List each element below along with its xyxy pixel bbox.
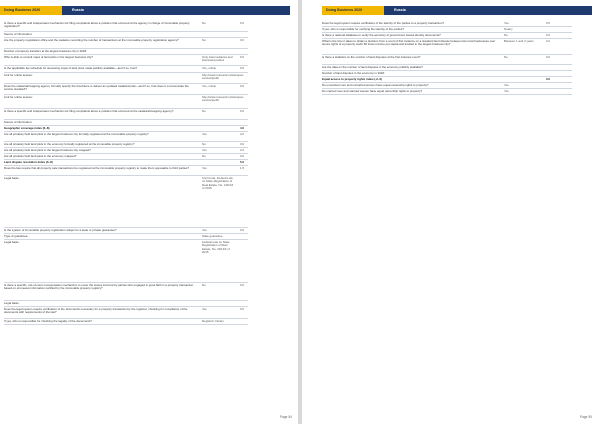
answer-cell: Federal Law on State Registration of Real Estate, No. 218-FZ of 2015 [202,239,230,255]
score-cell: 0.0 [240,37,245,42]
answer-cell: Yes [504,88,509,93]
score-cell: 0.0 [240,54,245,59]
answer-cell: Yes, online [202,83,217,88]
question-cell: Source of information: [4,119,33,124]
question-cell: Are all privately held land plots in the largest business city formally registered at the immovable property registry? [4,131,149,136]
question-cell: Is there a specific, out-of-court compensation mechanism to cover the losses incurred by parties who engaged in good faith in a property transaction based on erroneous information certified by the immovable property registry? [4,282,194,291]
answer-cell: Notary [504,26,513,31]
question-cell: Does the cadastral/mapping agency formally specify the timeframe to deliver an updated cadastral plan—and if so, how does it communicate the service standard? [4,83,189,92]
score-cell: 0.0 [546,32,551,37]
answer-cell: No [202,282,206,287]
question-cell: Are all privately held land plots in the largest business city mapped? [4,147,91,152]
answer-cell: Yes, online [202,65,217,70]
question-cell: Source of information: [4,31,33,36]
question-cell: Does the legal system require verification of the identity of the parties to a property transaction? [322,20,444,25]
question-cell: Does the law require that all property sale transactions be registered at the immovable property registry to make them opposable to third parties? [4,165,190,170]
table-row [322,38,572,55]
answer-cell: Civil Code, Federal Law on State Registration of Real Estate, No. 218-FZ of 2015 [202,175,234,191]
question-cell: Is the applicable fee schedule for accessing maps of land plots made publicly available—and if so, how? [4,65,138,70]
question-cell: Link for online access: [4,72,33,77]
score-cell: 0.0 [240,141,245,146]
question-cell: Do married men and married women have equal ownership rights to property? [322,88,423,93]
question-cell: Is there a specific and independent mechanism for filing complaints about a problem that occurred at the cadastral/mapping agency? [4,108,174,113]
question-cell: Are all privately held land plots in the economy mapped? [4,153,77,158]
question-cell: Do unmarried men and unmarried women have equal ownership rights to property? [322,82,429,87]
question-cell: Number of land disputes in the economy in 2018: [322,70,385,75]
question-cell: Legal basis: [4,175,20,180]
question-cell: Number of property transfers at the largest business city in 2018: [4,48,87,53]
score-cell: 0.5 [240,65,245,70]
table-row [322,88,572,95]
question-cell: Does the legal system require verification of the documents necessary for a property transaction by the registrar, checking for compliance of the documents with requirements of the law? [4,306,188,315]
page-number: Page 55 [580,415,592,419]
question-cell: Are the data on the number of land disputes in the economy publicly available? [322,64,423,69]
answer-cell: Yes [504,20,509,25]
report-title: Doing Business 2020 [0,6,62,15]
score-cell: 0.0 [240,108,245,113]
table-row [4,94,248,109]
answer-cell: http://www.rosreestr.ru/site/open-service/ipubl/ [202,72,245,81]
answer-cell: http://www.rosreestr.ru/site/open-service/ipubl/ [202,94,245,103]
question-cell: Equal access to property rights index (-2–0) [322,76,383,81]
score-cell: 2.0 [240,131,245,136]
question-cell: Legal basis: [4,300,20,305]
score-cell: 5.0 [240,159,245,164]
score-cell: 0.0 [546,76,551,81]
question-cell: Type of guarantee: [4,233,29,238]
question-cell: Is there a national database to verify the accuracy of government issued identity documents? [322,32,441,37]
question-cell: Is there a statistics on the number of land disputes at the first instance court? [322,54,421,59]
answer-cell: No [202,141,206,146]
answer-cell: Between 1 and 2 years [504,38,534,43]
score-cell: 0.0 [240,282,245,287]
page-header [0,6,290,15]
question-cell: Legal basis: [4,239,20,244]
score-cell: 0.5 [240,227,245,232]
answer-cell: No [202,20,206,25]
score-cell: 0.0 [240,20,245,25]
answer-cell: No [504,54,508,59]
question-cell: Are all privately held land plots in the economy formally registered at the immovable property registry? [4,141,135,146]
answer-cell: No [202,153,206,158]
report-title: Doing Business 2020 [322,6,384,15]
question-cell: Is the system of immovable property registration subject to a state or private guarantee? [4,227,117,232]
table-row [4,318,248,325]
question-cell: Land dispute resolution index (0–8) [4,159,53,164]
country-name: Russia [62,6,290,15]
question-cell: Geographic coverage index (0–8) [4,125,50,130]
score-cell: 1.5 [240,165,245,170]
answer-cell: State guarantee [202,233,223,238]
score-cell: 4.0 [240,125,245,130]
score-cell: 0.5 [240,306,245,311]
question-cell: Who is able to consult maps of land plots in the largest business city? [4,54,93,59]
score-cell: 0.0 [546,54,551,59]
answer-cell: Yes [504,82,509,87]
answer-cell: Yes [202,306,207,311]
answer-cell: No [504,32,508,37]
answer-cell: Yes [202,131,207,136]
question-cell: Are the property registration office and the cadastre recording the number of transactions at the immovable property registration agency? [4,37,179,42]
country-name: Russia [384,6,592,15]
question-cell: Is there a specific and independent mechanism for filing complaints about a problem that occurred at the agency in charge of immovable property registration? [4,20,190,29]
answer-cell: Yes [202,165,207,170]
answer-cell: Only intermediaries and interested parties [202,54,233,63]
answer-cell: Yes [202,227,207,232]
table-row [4,239,248,283]
answer-cell: Registrar; Notary [202,318,224,323]
score-cell: 2.0 [546,38,551,43]
question-cell: If yes, who is responsible for checking the legality of the documents? [4,318,92,323]
answer-cell: Yes [202,147,207,152]
page-header [322,6,592,15]
answer-cell: No [202,37,206,42]
question-cell: If yes, who is responsible for verifying the identity of the parties? [322,26,404,31]
question-cell: What is the time it takes to obtain a decision from a court of first instance on a standard land dispute between two local businesses over tenure rights of a property worth 50 times income per capita and located in the largest business city? [322,38,496,47]
left-page [0,0,298,424]
table-row [4,175,248,228]
table-row [4,282,248,301]
right-page [302,0,600,424]
score-cell: 0.0 [240,153,245,158]
page-number: Page 54 [280,415,292,419]
score-cell: 0.5 [546,20,551,25]
question-cell: Link for online access: [4,94,33,99]
score-cell: 0.5 [240,83,245,88]
score-cell: 2.0 [240,147,245,152]
answer-cell: No [202,108,206,113]
